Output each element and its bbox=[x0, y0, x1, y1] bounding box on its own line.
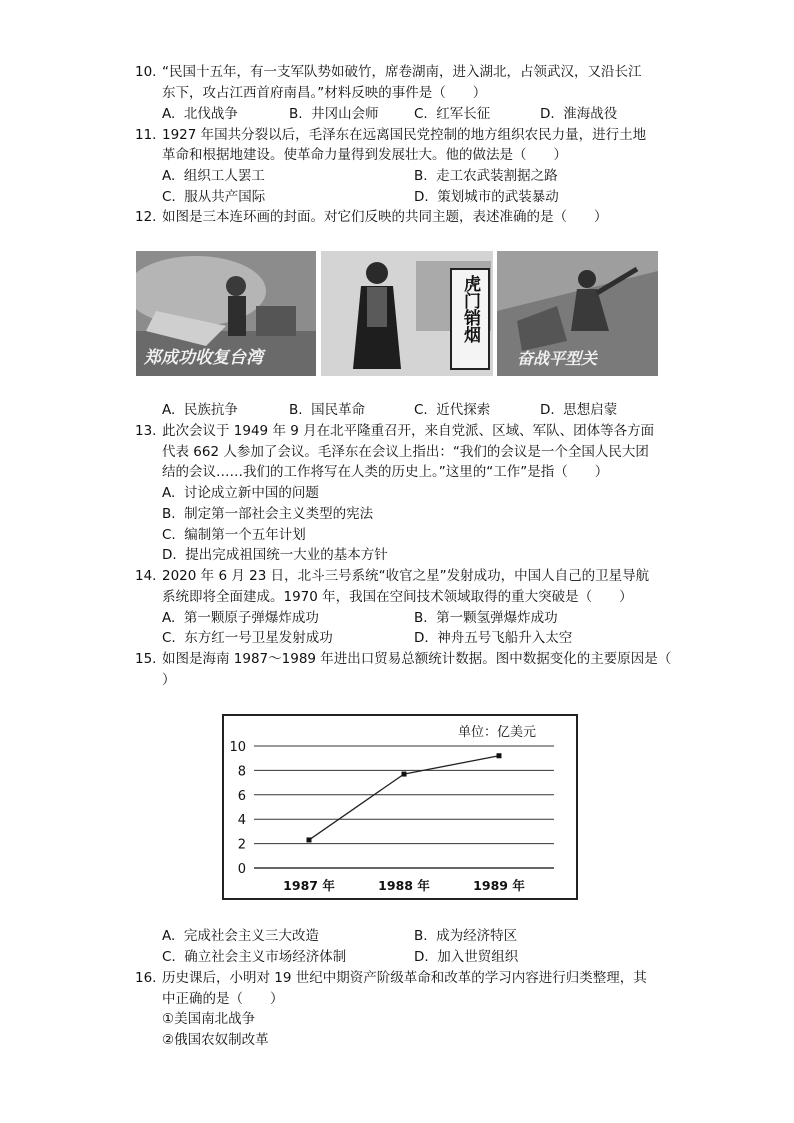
comic-cover-zheng-chenggong bbox=[136, 251, 316, 376]
q11-stem-line1: 1927 年国共分裂以后，毛泽东在远离国民党控制的地方组织农民力量，进行土地 bbox=[162, 127, 647, 143]
q12-number: 12. bbox=[135, 209, 157, 225]
q15-stem-line2: ） bbox=[162, 672, 176, 688]
q12-option-a: A. 民族抗争 bbox=[162, 402, 238, 418]
q14-number: 14. bbox=[135, 568, 157, 584]
chart-xtick-label: 1988 年 bbox=[378, 878, 430, 893]
q13-option-a: A. 讨论成立新中国的问题 bbox=[162, 485, 319, 501]
cover2-title: 虎门销烟 bbox=[460, 275, 480, 343]
q11-option-c: C. 服从共产国际 bbox=[162, 189, 266, 205]
chart-ytick-label: 4 bbox=[237, 813, 246, 829]
q13-stem-line2: 代表 662 人参加了会议。毛泽东在会议上指出：“我们的会议是一个全国人民大团 bbox=[162, 444, 649, 460]
chart-data-point bbox=[497, 753, 502, 758]
q13-option-d: D. 提出完成祖国统一大业的基本方针 bbox=[162, 547, 388, 563]
cover1-title: 郑成功收复台湾 bbox=[144, 348, 263, 368]
chart-ytick-label: 10 bbox=[229, 740, 246, 755]
q14-stem-line2: 系统即将全面建成。1970 年，我国在空间技术领域取得的重大突破是（ ） bbox=[162, 589, 633, 605]
chart-series-line bbox=[309, 756, 499, 840]
q10-stem-line2: 东下，攻占江西首府南昌。”材料反映的事件是（ ） bbox=[162, 85, 487, 101]
q12-option-c: C. 近代探索 bbox=[414, 402, 491, 418]
q16-item-1: ①美国南北战争 bbox=[162, 1011, 256, 1027]
q10-option-a: A. 北伐战争 bbox=[162, 106, 238, 122]
q14-option-c: C. 东方红一号卫星发射成功 bbox=[162, 630, 333, 646]
q10-option-d: D. 淮海战役 bbox=[540, 106, 618, 122]
q10-option-b: B. 井冈山会师 bbox=[289, 106, 379, 122]
q13-stem-line3: 结的会议……我们的工作将写在人类的历史上。”这里的“工作”是指（ ） bbox=[162, 464, 609, 480]
chart-xtick-label: 1989 年 bbox=[473, 878, 525, 893]
q11-option-b: B. 走工农武装割据之路 bbox=[414, 168, 558, 184]
q12-stem-line1: 如图是三本连环画的封面。对它们反映的共同主题，表述准确的是（ ） bbox=[162, 209, 608, 225]
q12-option-b: B. 国民革命 bbox=[289, 402, 366, 418]
q12-option-d: D. 思想启蒙 bbox=[540, 402, 618, 418]
trade-chart bbox=[222, 714, 578, 900]
q11-option-a: A. 组织工人罢工 bbox=[162, 168, 265, 184]
cover3-title: 奋战平型关 bbox=[517, 349, 598, 368]
q14-option-b: B. 第一颗氢弹爆炸成功 bbox=[414, 610, 558, 626]
q15-number: 15. bbox=[135, 651, 157, 667]
q16-item-2: ②俄国农奴制改革 bbox=[162, 1032, 269, 1048]
q16-stem-line1: 历史课后，小明对 19 世纪中期资产阶级革命和改革的学习内容进行归类整理，其 bbox=[162, 970, 647, 986]
comic-cover-pingxingguan bbox=[497, 251, 658, 376]
q14-option-a: A. 第一颗原子弹爆炸成功 bbox=[162, 610, 319, 626]
q14-option-d: D. 神舟五号飞船升入太空 bbox=[414, 630, 573, 646]
q13-stem-line1: 此次会议于 1949 年 9 月在北平隆重召开，来自党派、区域、军队、团体等各方面 bbox=[162, 423, 655, 439]
q14-stem-line1: 2020 年 6 月 23 日，北斗三号系统“收官之星”发射成功，中国人自己的卫星导航 bbox=[162, 568, 650, 584]
trade-chart-svg bbox=[224, 716, 576, 898]
q13-option-c: C. 编制第一个五年计划 bbox=[162, 527, 306, 543]
q16-number: 16. bbox=[135, 970, 157, 986]
chart-data-point bbox=[402, 772, 407, 777]
chart-ytick-label: 8 bbox=[237, 764, 246, 780]
q11-stem-line2: 革命和根据地建设。使革命力量得到发展壮大。他的做法是（ ） bbox=[162, 147, 567, 163]
chart-ytick-label: 6 bbox=[237, 788, 246, 804]
q15-option-a: A. 完成社会主义三大改造 bbox=[162, 928, 319, 944]
chart-unit-label: 单位：亿美元 bbox=[458, 725, 537, 740]
q13-number: 13. bbox=[135, 423, 157, 439]
q13-option-b: B. 制定第一部社会主义类型的宪法 bbox=[162, 506, 374, 522]
chart-data-point bbox=[307, 837, 312, 842]
q10-stem-line1: “民国十五年，有一支军队势如破竹，席卷湖南，进入湖北，占领武汉，又沿长江 bbox=[162, 64, 642, 80]
chart-ytick-label: 2 bbox=[237, 837, 246, 853]
q15-option-c: C. 确立社会主义市场经济体制 bbox=[162, 949, 347, 965]
chart-ytick-label: 0 bbox=[237, 862, 246, 877]
q15-option-d: D. 加入世贸组织 bbox=[414, 949, 519, 965]
q15-option-b: B. 成为经济特区 bbox=[414, 928, 518, 944]
q11-option-d: D. 策划城市的武装暴动 bbox=[414, 189, 559, 205]
q10-number: 10. bbox=[135, 64, 157, 80]
q10-option-c: C. 红军长征 bbox=[414, 106, 491, 122]
q15-stem-line1: 如图是海南 1987～1989 年进出口贸易总额统计数据。图中数据变化的主要原因是（ bbox=[162, 651, 672, 667]
q11-number: 11. bbox=[135, 127, 157, 143]
comic-cover-humen bbox=[321, 251, 493, 376]
q16-stem-line2: 中正确的是（ ） bbox=[162, 991, 284, 1007]
chart-xtick-label: 1987 年 bbox=[283, 878, 335, 893]
